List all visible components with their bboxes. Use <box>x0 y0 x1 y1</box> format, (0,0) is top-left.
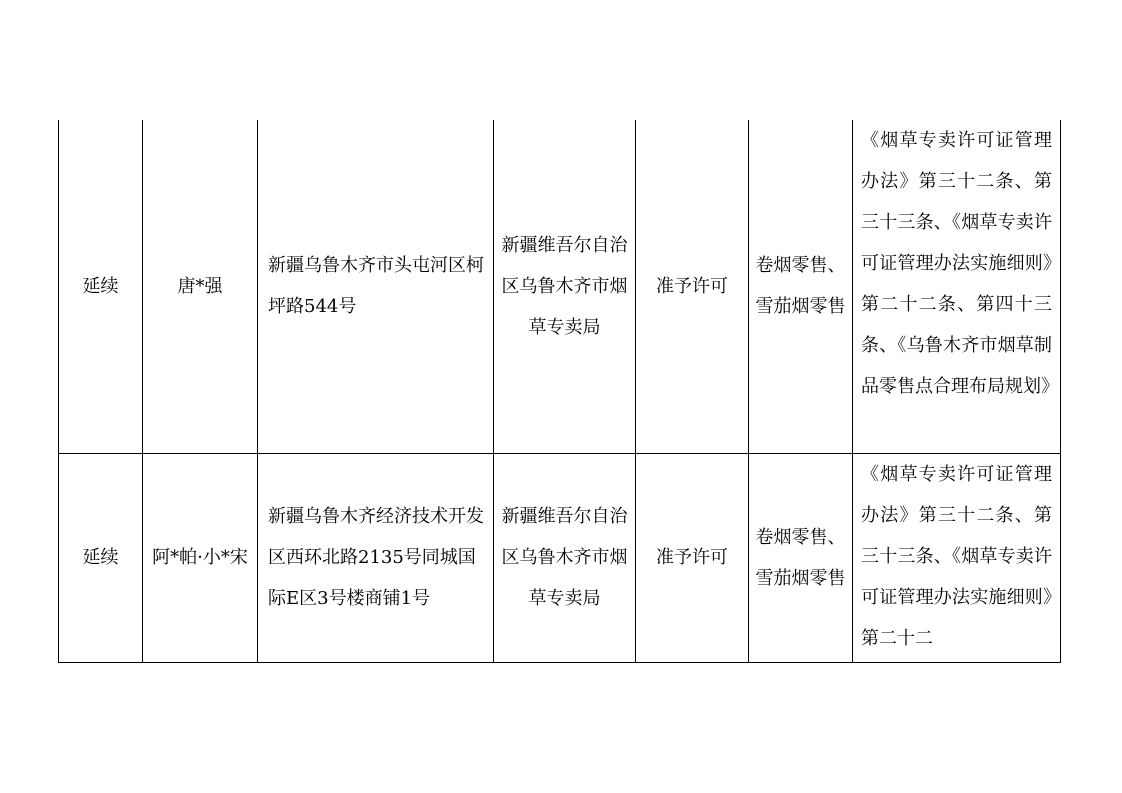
decision-cell <box>636 453 749 662</box>
name-text: 阿*帕·小*宋 <box>152 547 248 568</box>
decision-text: 准予许可 <box>656 275 728 297</box>
name-cell <box>143 453 258 662</box>
type-cell <box>59 120 143 453</box>
table-row <box>59 120 1061 453</box>
basis-text: 《烟草专卖许可证管理办法》第三十二条、第三十三条、《烟草专卖许可证管理办法实施细则》第二十二条、第四十三条、《乌鲁木齐市烟草制品零售点合理布局规划》 <box>861 130 1059 397</box>
basis-cell <box>853 453 1061 662</box>
scope-cell <box>749 453 853 662</box>
table-row <box>59 453 1061 662</box>
license-table <box>58 120 1061 663</box>
address-text: 新疆乌鲁木齐市头屯河区柯坪路544号 <box>268 255 484 318</box>
decision-cell <box>636 120 749 453</box>
basis-cell <box>853 120 1061 453</box>
scope-text: 卷烟零售、雪茄烟零售 <box>755 526 846 589</box>
type-text: 延续 <box>82 547 119 568</box>
address-text: 新疆乌鲁木齐经济技术开发区西环北路2135号同城国际E区3号楼商铺1号 <box>268 506 484 609</box>
address-cell <box>258 453 494 662</box>
name-text: 唐*强 <box>177 275 223 297</box>
decision-text: 准予许可 <box>656 547 728 568</box>
type-cell <box>59 453 143 662</box>
scope-cell <box>749 120 853 453</box>
authority-cell <box>494 453 636 662</box>
authority-text: 新疆维吾尔自治区乌鲁木齐市烟草专卖局 <box>501 234 628 338</box>
name-cell <box>143 120 258 453</box>
authority-cell <box>494 120 636 453</box>
basis-text: 《烟草专卖许可证管理办法》第三十二条、第三十三条、《烟草专卖许可证管理办法实施细则》第二十二 <box>861 463 1052 649</box>
type-text: 延续 <box>82 275 119 297</box>
scope-text: 卷烟零售、雪茄烟零售 <box>755 255 846 318</box>
address-cell <box>258 120 494 453</box>
authority-text: 新疆维吾尔自治区乌鲁木齐市烟草专卖局 <box>501 506 628 609</box>
